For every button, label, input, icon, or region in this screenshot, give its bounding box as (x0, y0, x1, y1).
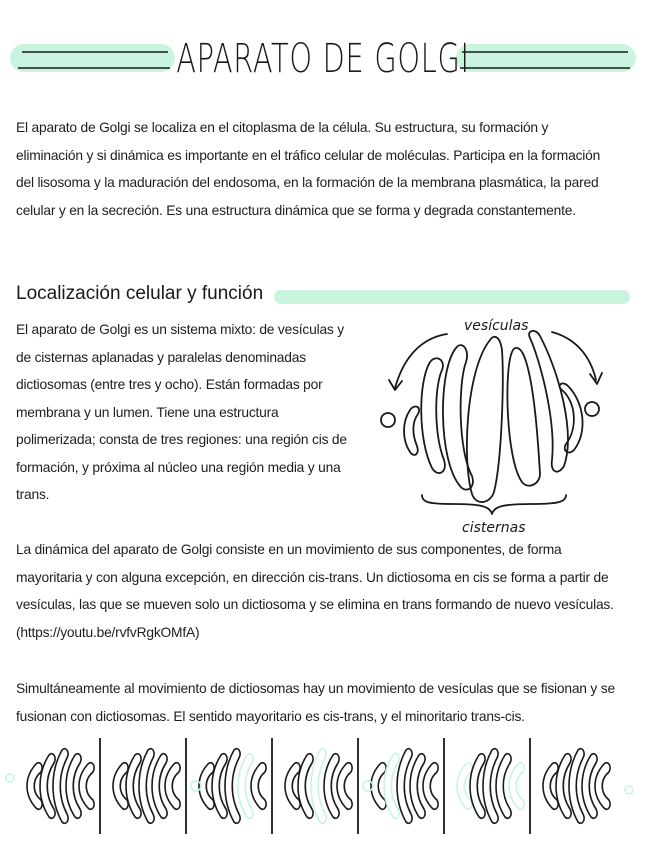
strip-cisterna (251, 763, 266, 810)
cisterna-6 (529, 331, 568, 472)
cisterna-2 (421, 358, 445, 473)
vesicle-movement-paragraph: Simultáneamente al movimiento de dictiosomas hay un movimiento de vesículas que se fisionan y se fusionan con dictiosomas. El sentido mayoritario es cis-trans, y el minoritario trans-cis. (16, 681, 615, 724)
cisterna-7 (560, 383, 583, 452)
strip-cisterna (509, 763, 524, 810)
strip-vesicle (625, 786, 633, 794)
vesicle-left (381, 413, 395, 427)
strip-cisterna (165, 763, 180, 810)
golgi-apparatus-drawing-icon (362, 310, 632, 535)
golgi-sequence-strip-icon (0, 730, 646, 840)
cisterna-5 (507, 348, 540, 486)
title-row (0, 22, 646, 92)
strip-cisterna (79, 763, 94, 810)
page-title: APARATO DE GOLGI (176, 36, 470, 82)
strip-vesicle (6, 774, 14, 782)
strip-cisterna (337, 763, 352, 810)
label-vesiculas: vesículas (464, 318, 529, 334)
strip-cisterna (595, 763, 610, 810)
section-accent-bar (274, 290, 630, 304)
section-heading-row (16, 281, 636, 313)
label-cisternas: cisternas (462, 520, 526, 535)
localization-paragraph: El aparato de Golgi es un sistema mixto: de vesículas y de cisternas aplanadas y paralelas denominadas dictiosomas (entre tres y ocho). Están formadas por membrana y un lumen. Tiene una estructura polimerizada; consta de tres regiones: una región cis de formación, y próxima al núcleo una región media y una trans. (16, 322, 347, 502)
section-heading: Localización celular y función (16, 283, 264, 304)
arrow-right (552, 332, 596, 380)
cisterna-1 (404, 407, 419, 455)
vesicle-right (585, 402, 599, 416)
dynamics-paragraph: La dinámica del aparato de Golgi consiste en un movimiento de sus componentes, de forma mayoritaria y con alguna excepción, en dirección cis-trans. Un dictiosoma en cis se forma a partir de vesículas, las que se mueven solo un dictiosoma y se elimina en trans formando de nuevo vesículas. (https://youtu.be/rvfvRgkOMfA) (16, 542, 614, 640)
cisternae-brace (422, 495, 566, 514)
intro-paragraph: El aparato de Golgi se localiza en el citoplasma de la célula. Su estructura, su formación y eliminación y si dinámica es importante en el tráfico celular de moléculas. Participa en la formación del lisosoma y la maduración del endosoma, en la formación de la membrana plasmática, la pared celular y en la secreción. Es una estructura dinámica que se forma y degrada constantemente. (16, 120, 601, 218)
strip-cisterna (423, 763, 438, 810)
